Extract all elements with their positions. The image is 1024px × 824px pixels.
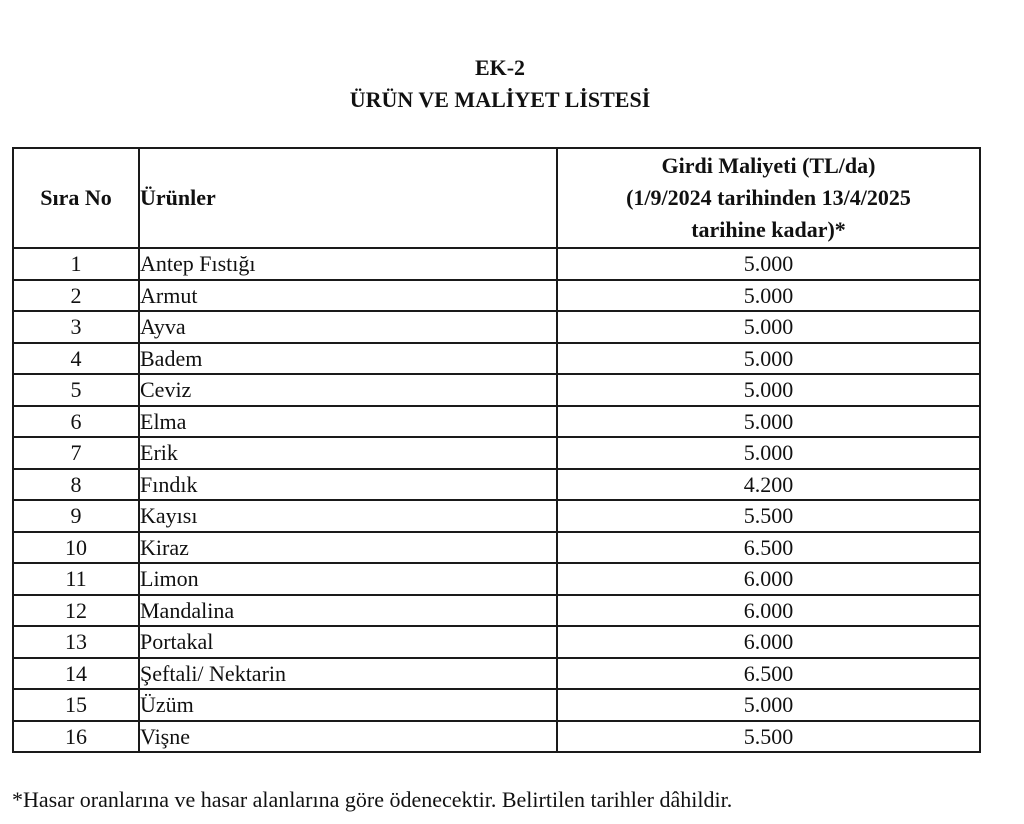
- table-row: [13, 437, 980, 469]
- input-cost: 5.000: [557, 343, 980, 375]
- table-row: [13, 595, 980, 627]
- input-cost: 6.500: [557, 658, 980, 690]
- table-row: [13, 343, 980, 375]
- row-number: 8: [13, 469, 139, 501]
- product-name: Ceviz: [139, 374, 557, 406]
- product-name: Elma: [139, 406, 557, 438]
- input-cost: 6.000: [557, 563, 980, 595]
- row-number: 9: [13, 500, 139, 532]
- table-header-row: [13, 148, 980, 248]
- input-cost: 6.000: [557, 595, 980, 627]
- header-girdi-maliyeti: [557, 148, 980, 248]
- product-name: Limon: [139, 563, 557, 595]
- row-number: 7: [13, 437, 139, 469]
- list-title: ÜRÜN VE MALİYET LİSTESİ: [349, 87, 651, 112]
- row-number: 10: [13, 532, 139, 564]
- header-cost-line-3: tarihine kadar)*: [691, 217, 846, 242]
- table-row: [13, 658, 980, 690]
- table-row: [13, 689, 980, 721]
- product-cost-table: [12, 147, 981, 753]
- product-name: Vişne: [139, 721, 557, 753]
- input-cost: 5.000: [557, 280, 980, 312]
- table-row: [13, 532, 980, 564]
- row-number: 14: [13, 658, 139, 690]
- table-row: [13, 406, 980, 438]
- annex-label: EK-2: [474, 55, 526, 80]
- header-cost-line-1: Girdi Maliyeti (TL/da): [661, 153, 876, 178]
- row-number: 16: [13, 721, 139, 753]
- footnote: *Hasar oranlarına ve hasar alanlarına göre ödenecektir. Belirtilen tarihler dâhildir.: [12, 787, 733, 812]
- table-row: [13, 469, 980, 501]
- input-cost: 5.000: [557, 311, 980, 343]
- row-number: 1: [13, 248, 139, 280]
- row-number: 13: [13, 626, 139, 658]
- table-row: [13, 721, 980, 753]
- input-cost: 5.000: [557, 689, 980, 721]
- table-row: [13, 311, 980, 343]
- row-number: 12: [13, 595, 139, 627]
- row-number: 11: [13, 563, 139, 595]
- input-cost: 6.500: [557, 532, 980, 564]
- table-row: [13, 563, 980, 595]
- product-name: Antep Fıstığı: [139, 248, 557, 280]
- product-name: Mandalina: [139, 595, 557, 627]
- product-name: Ayva: [139, 311, 557, 343]
- input-cost: 5.500: [557, 500, 980, 532]
- product-name: Portakal: [139, 626, 557, 658]
- product-name: Armut: [139, 280, 557, 312]
- row-number: 3: [13, 311, 139, 343]
- product-name: Şeftali/ Nektarin: [139, 658, 557, 690]
- header-sira-no: Sıra No: [13, 148, 139, 248]
- row-number: 5: [13, 374, 139, 406]
- product-name: Fındık: [139, 469, 557, 501]
- table-row: [13, 280, 980, 312]
- input-cost: 5.000: [557, 406, 980, 438]
- product-name: Erik: [139, 437, 557, 469]
- table-row: [13, 248, 980, 280]
- row-number: 2: [13, 280, 139, 312]
- input-cost: 5.500: [557, 721, 980, 753]
- product-name: Badem: [139, 343, 557, 375]
- header-urunler: Ürünler: [139, 148, 557, 248]
- table-row: [13, 374, 980, 406]
- input-cost: 6.000: [557, 626, 980, 658]
- product-name: Üzüm: [139, 689, 557, 721]
- table-row: [13, 500, 980, 532]
- input-cost: 5.000: [557, 248, 980, 280]
- input-cost: 4.200: [557, 469, 980, 501]
- product-name: Kayısı: [139, 500, 557, 532]
- row-number: 6: [13, 406, 139, 438]
- header-cost-line-2: (1/9/2024 tarihinden 13/4/2025: [626, 185, 911, 210]
- document-title: [0, 52, 1000, 116]
- input-cost: 5.000: [557, 374, 980, 406]
- product-name: Kiraz: [139, 532, 557, 564]
- row-number: 15: [13, 689, 139, 721]
- input-cost: 5.000: [557, 437, 980, 469]
- table-row: [13, 626, 980, 658]
- row-number: 4: [13, 343, 139, 375]
